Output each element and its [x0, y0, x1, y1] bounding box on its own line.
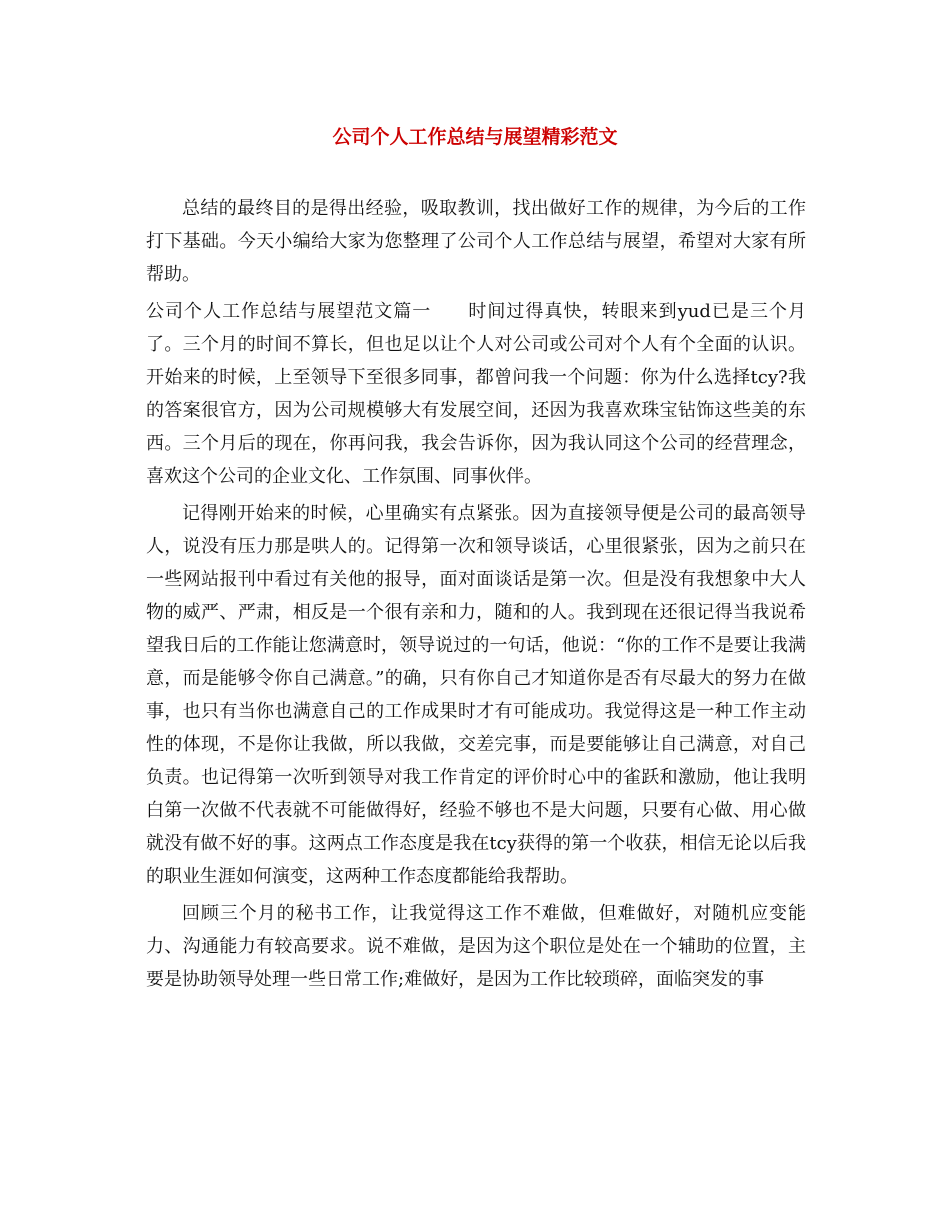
- section1-heading: 公司个人工作总结与展望范文篇一: [146, 301, 432, 322]
- intro-paragraph: 总结的最终目的是得出经验，吸取教训，找出做好工作的规律，为今后的工作打下基础。今天小编给大家为您整理了公司个人工作总结与展望，希望对大家有所帮助。: [146, 198, 806, 285]
- paragraph-3: 回顾三个月的秘书工作，让我觉得这工作不难做，但难做好，对随机应变能力、沟通能力有较高要求。说不难做，是因为这个职位是处在一个辅助的位置，主要是协助领导处理一些日常工作;难做好，是因为工作比较琐碎，面临突发的事: [146, 903, 806, 990]
- document-title: 公司个人工作总结与展望精彩范文: [332, 126, 618, 148]
- section1-text: 时间过得真快，转眼来到yud已是三个月了。三个月的时间不算长，但也足以让个人对公司或公司对个人有个全面的认识。开始来的时候，上至领导下至很多同事，都曾问我一个问题：你为什么选择tcy?我的答案很官方，因为公司规模够大有发展空间，还因为我喜欢珠宝钻饰这些美的东西。三个月后的现在，你再问我，我会告诉你，因为我认同这个公司的经营理念，喜欢这个公司的企业文化、工作氛围、同事伙伴。: [146, 301, 806, 487]
- section1-paragraph: [146, 295, 806, 493]
- paragraph-2: 记得刚开始来的时候，心里确实有点紧张。因为直接领导便是公司的最高领导人，说没有压力那是哄人的。记得第一次和领导谈话，心里很紧张，因为之前只在一些网站报刊中看过有关他的报导，面对面谈话是第一次。但是没有我想象中大人物的威严、严肃，相反是一个很有亲和力，随和的人。我到现在还很记得当我说希望我日后的工作能让您满意时，领导说过的一句话，他说：“你的工作不是要让我满意，而是能够令你自己满意。”的确，只有你自己才知道你是否有尽最大的努力在做事，也只有当你也满意自己的工作成果时才有可能成功。我觉得这是一种工作主动性的体现，不是你让我做，所以我做，交差完事，而是要能够让自己满意，对自己负责。也记得第一次听到领导对我工作肯定的评价时心中的雀跃和激励，他让我明白第一次做不代表就不可能做得好，经验不够也不是大问题，只要有心做、用心做就没有做不好的事。这两点工作态度是我在tcy获得的第一个收获，相信无论以后我的职业生涯如何演变，这两种工作态度都能给我帮助。: [146, 503, 806, 887]
- document-body: [146, 192, 806, 1000]
